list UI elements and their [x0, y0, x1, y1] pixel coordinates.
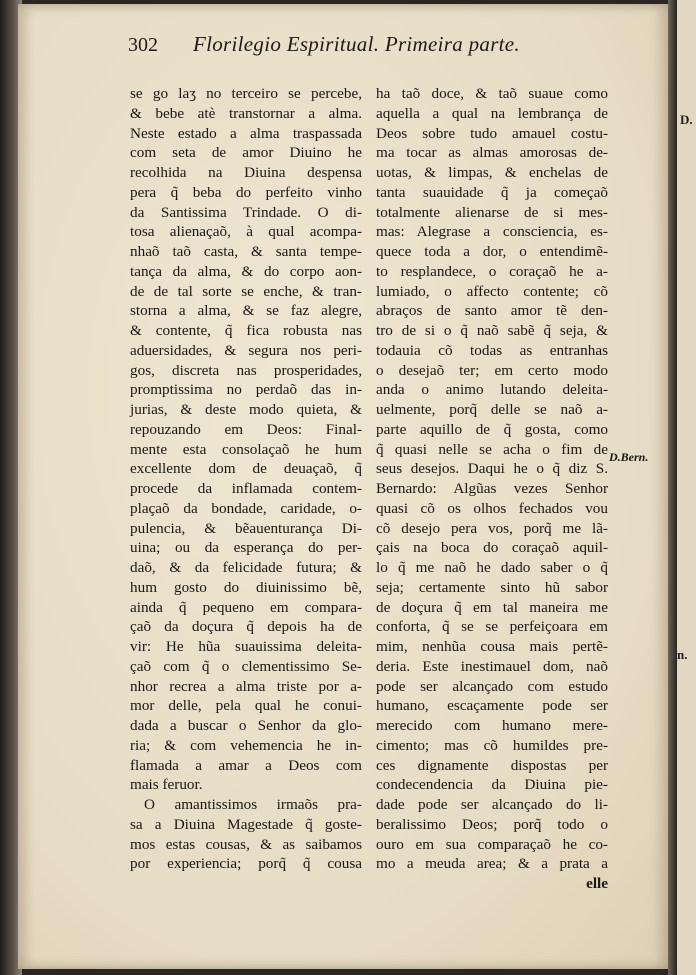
text-line: elle [586, 875, 608, 892]
text-line: vir: He hũa suauissima deleita- [130, 638, 362, 655]
text-line: Neste estado a alma traspassada [130, 124, 362, 142]
text-line: anda o animo lutando deleita- [376, 381, 608, 399]
text-line: tança da alma, & do corpo aon- [130, 262, 362, 280]
text-line: uotas, & limpas, & enchelas de [376, 164, 608, 181]
book-gutter [668, 0, 677, 975]
text-line: & contente, q̃ fica robusta nas [130, 322, 362, 339]
text-line: mim, nenhũa cousa mais pertẽ- [376, 638, 608, 655]
text-line: deria. Este inestimauel dom, naõ [376, 657, 608, 675]
text-line: dade pode ser alcançado do li- [376, 796, 608, 813]
text-line: uina; ou da esperança do per- [130, 539, 362, 557]
text-line: pulencia, & bẽauenturança Di- [130, 519, 362, 537]
text-line: Deos sobre tudo amauel costu- [376, 124, 608, 142]
text-line: seja; certamente sinto hũ sabor [376, 578, 608, 596]
text-line: repouzando em Deos: Final- [130, 420, 362, 438]
text-line: o desejaõ ter; em certo modo [376, 361, 608, 379]
text-line: ces dignamente dispostas per [376, 756, 608, 774]
text-line: pera q̃ beba do perfeito vinho [130, 183, 362, 201]
text-line: storna a alma, & se faz alegre, [130, 302, 362, 320]
text-line: merecido com humano mere- [376, 717, 608, 734]
text-line: ainda q̃ pequeno em compara- [130, 598, 362, 616]
text-line: cimento; mas cõ humildes pre- [376, 736, 608, 754]
text-line: plaçaõ da bondade, caridade, o- [130, 499, 362, 517]
text-line: todauia cõ todas as entranhas [376, 341, 608, 359]
text-line: lumiado, o affecto contente; cõ [376, 282, 608, 300]
text-line: dada a buscar o Senhor da glo- [130, 717, 362, 734]
text-line: tosa alienaçaõ, à qual acompa- [130, 223, 362, 241]
text-line: q̃ quasi nelle se acha o fim de [376, 440, 608, 458]
text-line: quasi cõ os olhos fechados vou [376, 499, 608, 517]
page-number: 302 [128, 34, 158, 56]
text-line: flamada a amar a Deos com [130, 756, 362, 774]
text-line: O amantissimos irmaõs pra- [144, 796, 362, 813]
text-line: mente esta consolaçaõ he hum [130, 440, 362, 458]
text-line: humano, escaçamente pode ser [376, 697, 608, 715]
text-line: gos, discreta nas prosperidades, [130, 361, 362, 379]
text-line: abraços de santo amor tẽ den- [376, 302, 608, 320]
text-line: com seta de amor Diuino he [130, 144, 362, 162]
text-line: se go laʒ no terceiro se percebe, [130, 85, 362, 102]
text-line: uelmente, porq̃ delle se naõ a- [376, 401, 608, 418]
text-line: mo a meuda area; & a prata a [376, 855, 608, 873]
text-line: de doçura q̃ em tal maneira me [376, 598, 608, 616]
text-line: condecendencia da Diuina pie- [376, 776, 608, 794]
right-text-column [376, 84, 608, 894]
text-line: de de tal sorte se enche, & tran- [130, 282, 362, 300]
text-line: ouro em sua comparaçaõ he co- [376, 835, 608, 853]
facing-page-fragment: n. [677, 647, 688, 662]
text-line: & bebe atè transtornar a alma. [130, 104, 362, 122]
text-line: to resplandece, o coraçaõ he a- [376, 262, 608, 280]
text-line: ria; & com vehemencia he in- [130, 736, 362, 754]
text-line: mais feruor. [130, 776, 203, 794]
text-line: nhaõ taõ casta, & santa tempe- [130, 243, 362, 260]
text-line: quece toda a dor, o entendimẽ- [376, 243, 608, 260]
text-line: parte aquillo de q̃ gosta, como [376, 420, 608, 438]
facing-page-fragment: D. [680, 112, 693, 127]
text-line: ma tocar as almas amorosas de- [376, 144, 608, 162]
text-line: hum gosto do diuinissimo bẽ, [130, 578, 362, 596]
left-text-column [130, 84, 362, 874]
text-line: da Santissima Trindade. O di- [130, 203, 362, 221]
text-line: sa a Diuina Magestade q̃ goste- [130, 815, 362, 833]
text-line: jurias, & deste modo quieta, & [130, 401, 362, 418]
text-line: çaõ com q̃ o clementissimo Se- [130, 657, 362, 675]
facing-page [677, 0, 696, 975]
text-line: daõ, & da felicidade futura; & [130, 559, 362, 576]
text-line: mas: Alegrase a consciencia, es- [376, 223, 608, 241]
text-line: cõ desejo pera vos, porq̃ me lã- [376, 519, 608, 537]
text-line: çaõ da doçura q̃ depois ha de [130, 618, 362, 636]
text-line: conforta, q̃ se se perfeiçoara em [376, 618, 608, 636]
text-line: totalmente alienarse de si mes- [376, 203, 608, 221]
text-line: ha taõ doce, & taõ suaue como [376, 85, 608, 102]
text-line: tanta suauidade q̃ ja começaõ [376, 183, 608, 201]
text-line: beralissimo Deos; porq̃ todo o [376, 815, 608, 833]
text-line: procede da inflamada contem- [130, 480, 362, 497]
text-line: çais na boca do coraçaõ aquil- [376, 539, 608, 557]
text-line: aquella a qual na lembrança de [376, 104, 608, 122]
text-line: aduersidades, & segura nos peri- [130, 341, 362, 359]
text-line: lo q̃ me naõ he dado saber o q̃ [376, 559, 608, 576]
text-line: excellente dom de deuaçaõ, q̃ [130, 460, 362, 478]
text-line: recolhida na Diuina despensa [130, 164, 362, 181]
text-line: nhor recrea a alma triste por a- [130, 677, 362, 695]
text-line: Bernardo: Algũas vezes Senhor [376, 480, 608, 497]
margin-note: D.Bern. [609, 450, 649, 464]
text-line: mor delle, pela qual he conui- [130, 697, 362, 715]
text-line: promptissima no perdaõ das in- [130, 381, 362, 399]
text-line: seus desejos. Daqui he o q̃ diz S. [376, 460, 608, 478]
text-line: mos estas cousas, & as saibamos [130, 835, 362, 853]
running-title: Florilegio Espiritual. Primeira parte. [193, 32, 520, 56]
text-line: por experiencia; porq̃ q̃ cousa [130, 855, 362, 873]
text-line: pode ser alcançado com estudo [376, 677, 608, 695]
text-line: tro de si o q̃ naõ sabẽ q̃ seja, & [376, 322, 608, 339]
